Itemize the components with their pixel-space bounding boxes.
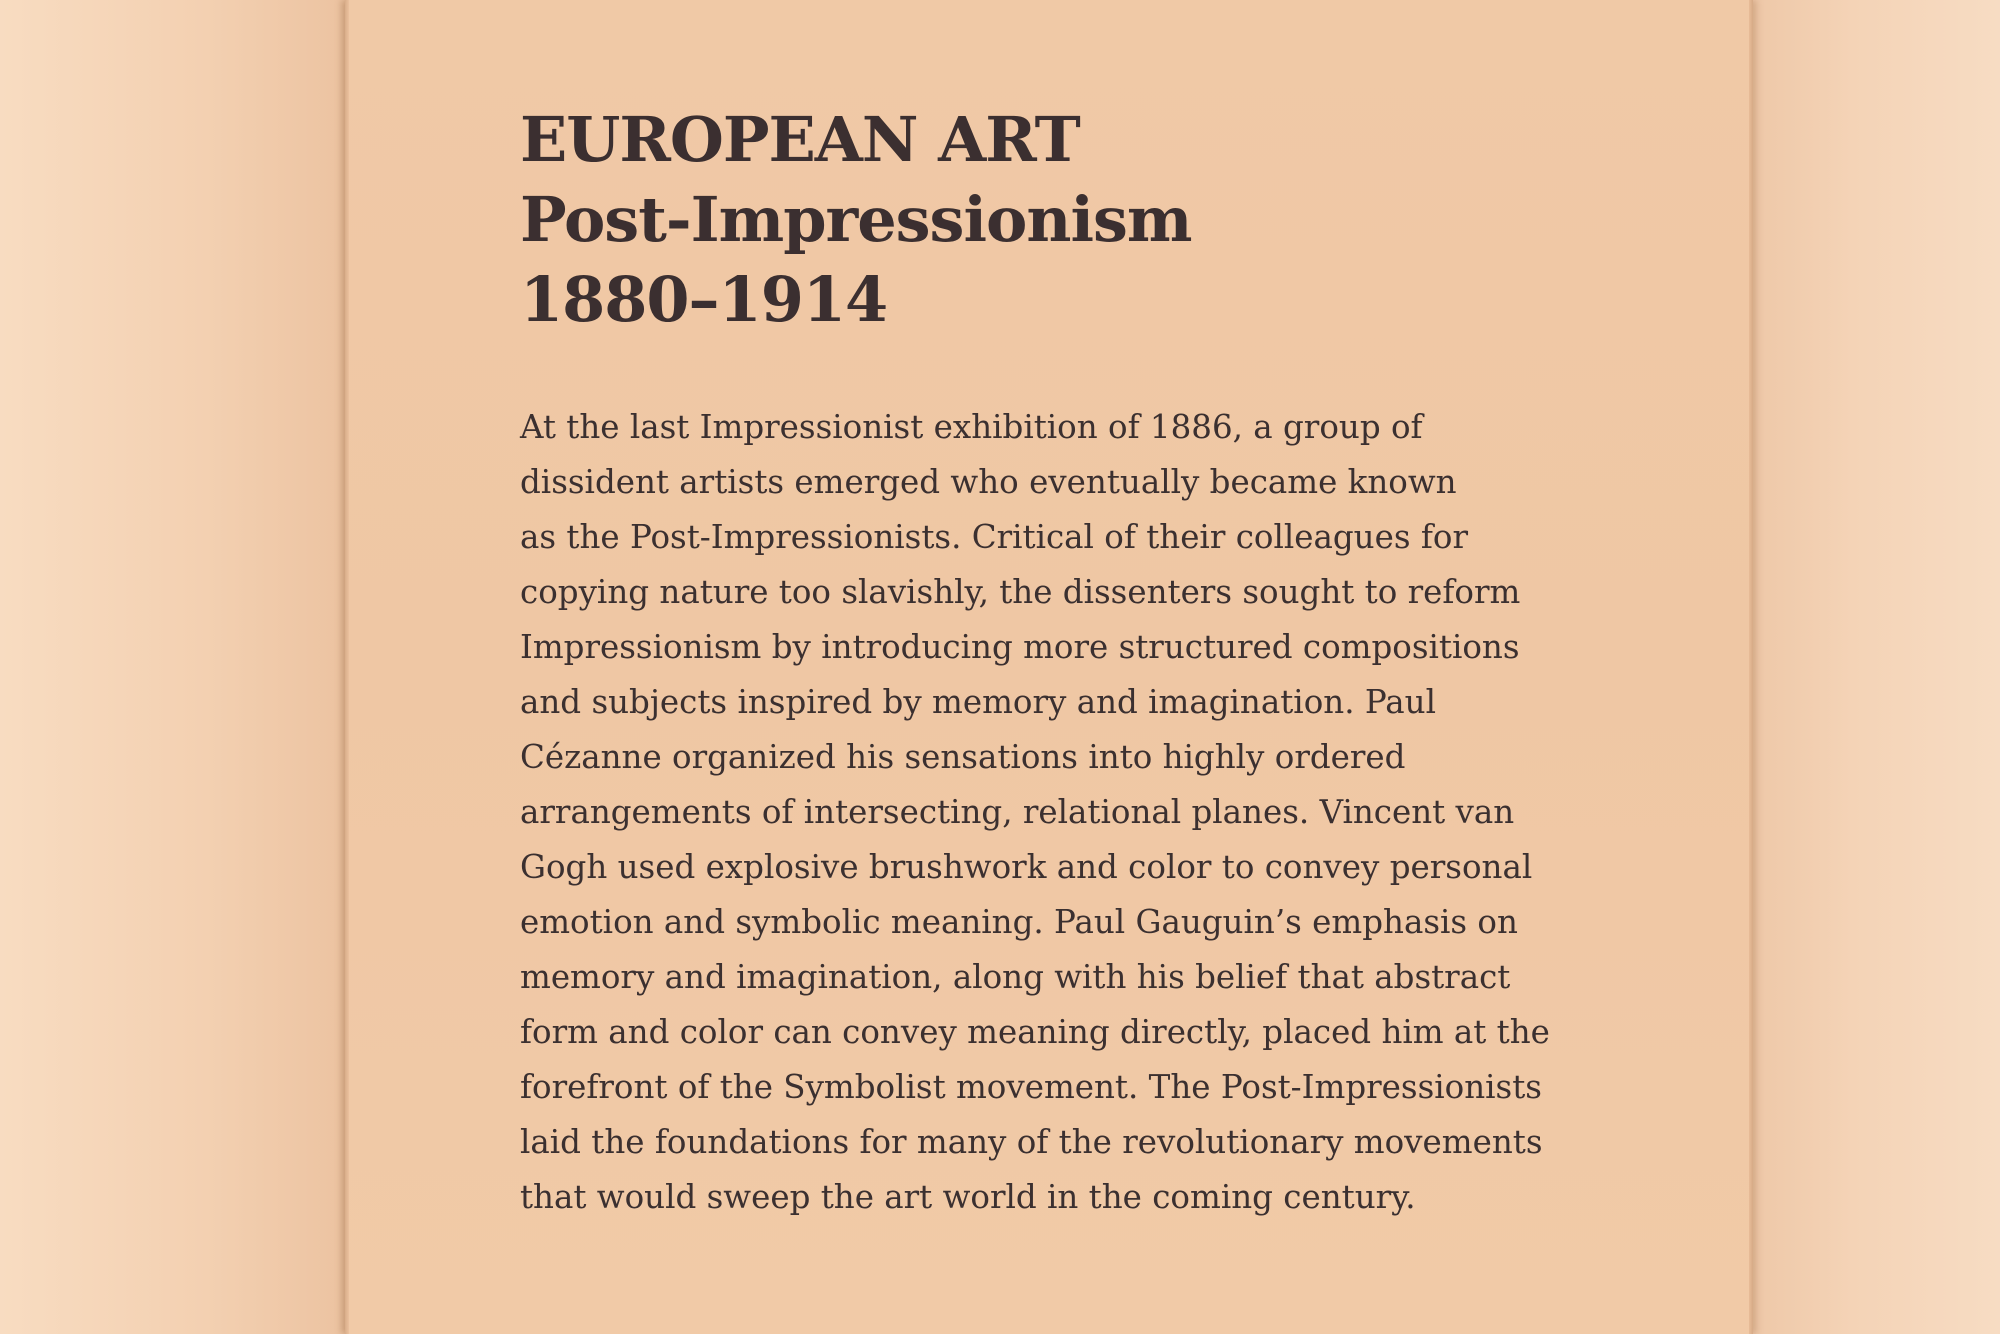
body-line: At the last Impressionist exhibition of 1886, a group of <box>520 408 1423 446</box>
wall-right <box>1753 0 2000 1334</box>
panel-edge-left <box>345 0 349 1334</box>
sign-content <box>520 100 1660 1225</box>
heading-title: EUROPEAN ART <box>520 103 1080 176</box>
body-line: Impressionism by introducing more structured compositions <box>520 628 1520 666</box>
panel-edge-right <box>1749 0 1753 1334</box>
body-line: dissident artists emerged who eventually became known <box>520 463 1457 501</box>
heading-subtitle: Post-Impressionism <box>520 183 1192 256</box>
body-line: arrangements of intersecting, relational planes. Vincent van <box>520 793 1515 831</box>
body-line: form and color can convey meaning directly, placed him at the <box>520 1013 1550 1051</box>
body-line: memory and imagination, along with his belief that abstract <box>520 958 1511 996</box>
body-line: Gogh used explosive brushwork and color to convey personal <box>520 848 1533 886</box>
body-line: copying nature too slavishly, the dissenters sought to reform <box>520 573 1521 611</box>
body-line: and subjects inspired by memory and imagination. Paul <box>520 683 1436 721</box>
heading-dates: 1880–1914 <box>520 263 888 336</box>
body-line: emotion and symbolic meaning. Paul Gauguin’s emphasis on <box>520 903 1518 941</box>
body-line: laid the foundations for many of the revolutionary movements <box>520 1123 1543 1161</box>
wall-left <box>0 0 345 1334</box>
body-line: as the Post-Impressionists. Critical of their colleagues for <box>520 518 1468 556</box>
sign-heading <box>520 100 1660 340</box>
body-line: forefront of the Symbolist movement. The Post-Impressionists <box>520 1068 1542 1106</box>
body-line: Cézanne organized his sensations into highly ordered <box>520 738 1406 776</box>
body-line: that would sweep the art world in the coming century. <box>520 1178 1416 1216</box>
sign-body-text <box>520 400 1660 1225</box>
